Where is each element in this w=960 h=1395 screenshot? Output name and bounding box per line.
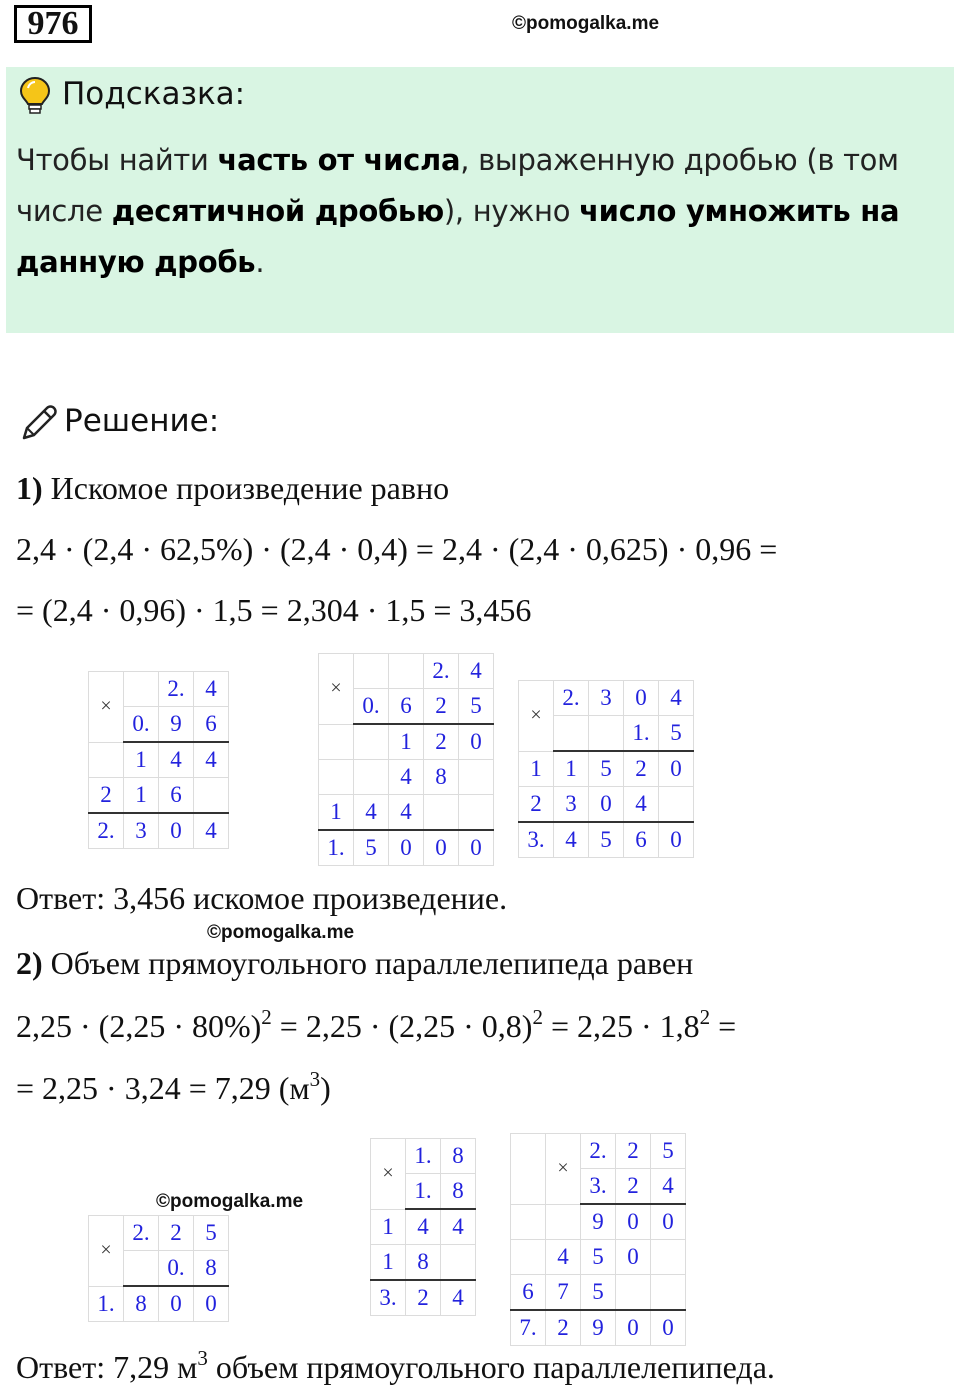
calc-cell: 0 [659, 822, 694, 858]
calc-cell: 0 [459, 724, 494, 760]
calc-cell: 0. [354, 689, 389, 725]
calc-cell: 0 [624, 681, 659, 716]
watermark-bottom: ©pomogalka.me [156, 1191, 304, 1212]
calc-cell: 0 [159, 1286, 194, 1322]
part1-equation-1: 2,4 · (2,4 · 62,5%) · (2,4 · 0,4) = 2,4 · (2,4 · 0,625) · 0,96 = [16, 531, 778, 567]
calc-cell: 2 [624, 751, 659, 787]
calc-cell: 5 [581, 1240, 616, 1275]
calc-cell [424, 795, 459, 831]
watermark-top: ©pomogalka.me [512, 13, 660, 34]
calc-cell: 6 [511, 1275, 546, 1311]
calc-cell: 5 [659, 716, 694, 752]
calc-cell [319, 760, 354, 795]
hint-text-line-2: числе десятичной дробью), нужно число умножить на [16, 194, 900, 228]
calc-cell: 1 [554, 751, 589, 787]
lightbulb-icon [18, 76, 52, 116]
calc-cell: 3 [124, 813, 159, 849]
calc-cell: 2 [616, 1169, 651, 1205]
pencil-icon [18, 402, 60, 444]
calc-cell: 3. [519, 822, 554, 858]
calc-cell: 8 [406, 1245, 441, 1281]
calc-2.25x0.8 [88, 1215, 229, 1322]
part1-intro: 1) Искомое произведение равно [16, 470, 450, 506]
calc-cell [89, 742, 124, 778]
calc-cell: 8 [441, 1174, 476, 1210]
calc-cell: 5 [589, 751, 624, 787]
calc-cell: 2 [546, 1310, 581, 1346]
calc-cell [124, 1251, 159, 1287]
calc-cell: 4 [459, 654, 494, 689]
calc-cell: 0 [616, 1310, 651, 1346]
calc-cell: 3 [589, 681, 624, 716]
calc-cell: 0 [159, 813, 194, 849]
calc-cell [651, 1240, 686, 1275]
calc-cell: 1 [124, 742, 159, 778]
calc-cell: 0 [616, 1204, 651, 1240]
hint-title: Подсказка: [62, 76, 246, 112]
calc-cell [459, 760, 494, 795]
calc-cell: 4 [159, 742, 194, 778]
calc-cell: 5 [194, 1216, 229, 1251]
calc-cell: 0 [459, 830, 494, 866]
calc-2.304x1.5 [518, 680, 694, 858]
calc-cell: 0 [589, 787, 624, 823]
calc-cell [354, 760, 389, 795]
calc-cell [616, 1275, 651, 1311]
calc-cell: 4 [441, 1209, 476, 1245]
calc-cell [511, 1134, 546, 1205]
calc-cell [511, 1204, 546, 1240]
calc-cell [589, 716, 624, 752]
calc-cell: 3. [371, 1280, 406, 1316]
calc-cell: 4 [389, 795, 424, 831]
calc-cell: 0 [651, 1204, 686, 1240]
calc-cell: 4 [441, 1280, 476, 1316]
calc-cell: 5 [581, 1275, 616, 1311]
calc-cell: 9 [159, 707, 194, 743]
calc-cell [319, 724, 354, 760]
calc-cell: 0 [194, 1286, 229, 1322]
calc-cell: 4 [659, 681, 694, 716]
hint-text-line-3: данную дробь. [16, 245, 265, 279]
calc-cell: 1. [624, 716, 659, 752]
calc-cell: 1 [371, 1245, 406, 1281]
calc-cell [554, 716, 589, 752]
part1-equation-2: = (2,4 · 0,96) · 1,5 = 2,304 · 1,5 = 3,456 [16, 592, 532, 628]
calc-cell: 4 [624, 787, 659, 823]
calc-cell: 2 [406, 1280, 441, 1316]
calc-cell: 4 [389, 760, 424, 795]
calc-cell [511, 1240, 546, 1275]
calc-cell: 1 [519, 751, 554, 787]
calc-cell: 8 [124, 1286, 159, 1322]
calc-cell: 2 [519, 787, 554, 823]
solution-title: Решение: [64, 403, 220, 439]
calc-cell: 1 [124, 778, 159, 814]
calc-cell: 2 [424, 689, 459, 725]
calc-cell: 1. [319, 830, 354, 866]
calc-cell: × [519, 681, 554, 752]
calc-cell: 3 [554, 787, 589, 823]
calc-cell: 2 [159, 1216, 194, 1251]
calc-cell: 4 [354, 795, 389, 831]
calc-cell [659, 787, 694, 823]
calc-cell: 0. [159, 1251, 194, 1287]
calc-cell: 2 [89, 778, 124, 814]
calc-cell: 2. [581, 1134, 616, 1169]
calc-cell: 8 [441, 1139, 476, 1174]
calc-cell: 5 [651, 1134, 686, 1169]
calc-1.8x1.8 [370, 1138, 476, 1316]
calc-cell: 2 [616, 1134, 651, 1169]
hint-text-line-1: Чтобы найти часть от числа, выраженную дробью (в том [16, 143, 899, 177]
calc-cell: 8 [424, 760, 459, 795]
calc-cell [441, 1245, 476, 1281]
calc-cell: 6 [389, 689, 424, 725]
calc-cell: × [319, 654, 354, 725]
part2-intro: 2) Объем прямоугольного параллелепипеда равен [16, 945, 694, 981]
calc-cell [194, 778, 229, 814]
watermark-middle: ©pomogalka.me [207, 922, 355, 943]
calc-cell: 2. [159, 672, 194, 707]
calc-cell: 3. [581, 1169, 616, 1205]
calc-cell: 1. [406, 1139, 441, 1174]
calc-cell: 0 [616, 1240, 651, 1275]
calc-cell: 2. [124, 1216, 159, 1251]
calc-cell [354, 724, 389, 760]
calc-cell: 0 [651, 1310, 686, 1346]
calc-cell: 4 [546, 1240, 581, 1275]
calc-cell: 2. [424, 654, 459, 689]
calc-2.4x0.96 [88, 671, 229, 849]
calc-cell [389, 654, 424, 689]
calc-cell: 4 [194, 813, 229, 849]
calc-cell: 7 [546, 1275, 581, 1311]
calc-cell: 4 [406, 1209, 441, 1245]
calc-cell: × [89, 1216, 124, 1287]
part1-answer: Ответ: 3,456 искомое произведение. [16, 880, 508, 916]
calc-cell: 1. [406, 1174, 441, 1210]
calc-cell [459, 795, 494, 831]
calc-cell: × [89, 672, 124, 743]
calc-cell: 1 [371, 1209, 406, 1245]
calc-cell: 9 [581, 1204, 616, 1240]
calc-cell: 4 [554, 822, 589, 858]
calc-cell: 2. [89, 813, 124, 849]
task-number: 976 [14, 5, 92, 43]
calc-cell: 1. [89, 1286, 124, 1322]
calc-cell [354, 654, 389, 689]
calc-cell: 1 [319, 795, 354, 831]
calc-cell: 8 [194, 1251, 229, 1287]
calc-cell: 9 [581, 1310, 616, 1346]
part2-equation-1: $2,25 \cdot (2,25 \cdot 80\%)^2 = 2,25 \cdot (2,25 \cdot 0,8)^2 = 2,25 \cdot 1,8^2$ = [16, 1005, 737, 1044]
part2-answer: Ответ: 7,29 $м^3$ объем прямоугольного параллелепипеда. [16, 1346, 775, 1385]
calc-2.25x3.24 [510, 1133, 686, 1346]
calc-cell: 6 [159, 778, 194, 814]
part2-equation-2: = 2,25 · 3,24 = 7,29 $(м^3)$ [16, 1067, 331, 1106]
calc-cell: × [546, 1134, 581, 1205]
calc-cell: 2. [554, 681, 589, 716]
calc-cell: 1 [389, 724, 424, 760]
calc-cell: 2 [424, 724, 459, 760]
calc-cell: 4 [194, 672, 229, 707]
calc-cell: 6 [624, 822, 659, 858]
calc-cell: × [371, 1139, 406, 1210]
calc-2.4x0.625 [318, 653, 494, 866]
calc-cell: 4 [194, 742, 229, 778]
calc-cell: 5 [459, 689, 494, 725]
calc-cell [124, 672, 159, 707]
calc-cell: 6 [194, 707, 229, 743]
calc-cell [651, 1275, 686, 1311]
calc-cell: 7. [511, 1310, 546, 1346]
calc-cell: 0 [659, 751, 694, 787]
calc-cell: 5 [354, 830, 389, 866]
calc-cell: 0 [424, 830, 459, 866]
calc-cell: 0 [389, 830, 424, 866]
calc-cell: 4 [651, 1169, 686, 1205]
calc-cell [546, 1204, 581, 1240]
calc-cell: 0. [124, 707, 159, 743]
calc-cell: 5 [589, 822, 624, 858]
